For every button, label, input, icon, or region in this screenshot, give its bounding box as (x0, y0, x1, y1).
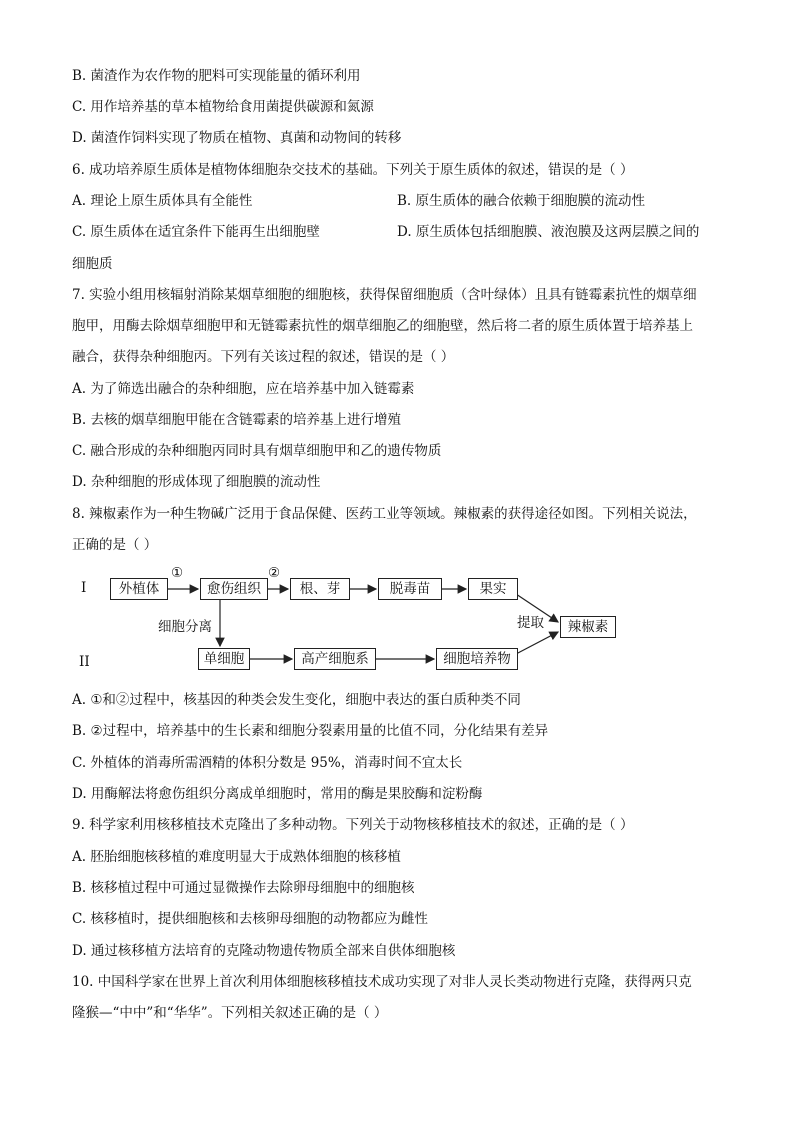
question-6: 6. 成功培养原生质体是植物体细胞杂交技术的基础。下列关于原生质体的叙述，错误的是（ ） (72, 162, 634, 178)
question-10-line2: 隆猴—“中中”和“华华”。下列相关叙述正确的是（ ） (72, 1005, 388, 1021)
option-9c: C. 核移植时，提供细胞核和去核卵母细胞的动物都应为雌性 (72, 911, 428, 927)
box-high-yield-cell-line: 高产细胞系 (294, 648, 376, 670)
option-9b: B. 核移植过程中可通过显微操作去除卵母细胞中的细胞核 (72, 880, 415, 896)
option-5c: C. 用作培养基的草本植物给食用菌提供碳源和氮源 (72, 99, 374, 115)
option-7c: C. 融合形成的杂种细胞丙同时具有烟草细胞甲和乙的遗传物质 (72, 443, 442, 459)
option-7d: D. 杂种细胞的形成体现了细胞膜的流动性 (72, 474, 321, 490)
box-explant: 外植体 (110, 578, 168, 600)
cell-separation-label: 细胞分离 (158, 619, 212, 635)
option-6c: C. 原生质体在适宜条件下能再生出细胞壁 (72, 224, 320, 240)
option-6d-cont: 细胞质 (72, 256, 113, 272)
box-virus-free-seedling: 脱毒苗 (378, 578, 442, 600)
option-7a: A. 为了筛选出融合的杂种细胞，应在培养基中加入链霉素 (72, 381, 415, 397)
option-6d: D. 原生质体包括细胞膜、液泡膜及这两层膜之间的 (397, 224, 700, 240)
option-9d: D. 通过核移植方法培育的克隆动物遗传物质全部来自供体细胞核 (72, 943, 456, 959)
option-7b: B. 去核的烟草细胞甲能在含链霉素的培养基上进行增殖 (72, 412, 402, 428)
option-6a: A. 理论上原生质体具有全能性 (72, 193, 253, 209)
step-2-label: ② (268, 565, 281, 581)
capsaicin-pathway-diagram (72, 560, 722, 680)
option-8a: A. ①和②过程中，核基因的种类会发生变化，细胞中表达的蛋白质种类不同 (72, 692, 521, 708)
box-cell-culture: 细胞培养物 (436, 648, 518, 670)
question-8-line2: 正确的是（ ） (72, 537, 158, 553)
option-8b: B. ②过程中，培养基中的生长素和细胞分裂素用量的比值不同，分化结果有差异 (72, 723, 549, 739)
option-5b: B. 菌渣作为农作物的肥料可实现能量的循环利用 (72, 68, 361, 84)
option-5d: D. 菌渣作饲料实现了物质在植物、真菌和动物间的转移 (72, 130, 402, 146)
box-single-cell: 单细胞 (198, 648, 250, 670)
question-9: 9. 科学家利用核移植技术克隆出了多种动物。下列关于动物核移植技术的叙述，正确的是（ ） (72, 817, 634, 833)
option-8c: C. 外植体的消毒所需酒精的体积分数是 95%，消毒时间不宜太长 (72, 755, 463, 771)
box-callus: 愈伤组织 (200, 578, 268, 600)
question-8-line1: 8. 辣椒素作为一种生物碱广泛用于食品保健、医药工业等领域。辣椒素的获得途径如图。下列相关说法， (72, 506, 697, 522)
option-6b: B. 原生质体的融合依赖于细胞膜的流动性 (397, 193, 646, 209)
extract-label: 提取 (517, 615, 544, 631)
option-9a: A. 胚胎细胞核移植的难度明显大于成熟体细胞的核移植 (72, 849, 401, 865)
route-1-label: I (81, 580, 87, 596)
box-capsaicin: 辣椒素 (560, 616, 616, 638)
question-7-line2: 胞甲，用酶去除烟草细胞甲和无链霉素抗性的烟草细胞乙的细胞壁，然后将二者的原生质体置于培养基上 (72, 318, 693, 334)
step-1-label: ① (171, 565, 184, 581)
box-fruit: 果实 (468, 578, 518, 600)
box-root-bud: 根、芽 (290, 578, 350, 600)
route-2-label: II (79, 654, 90, 670)
option-8d: D. 用酶解法将愈伤组织分离成单细胞时，常用的酶是果胶酶和淀粉酶 (72, 786, 483, 802)
question-7-line1: 7. 实验小组用核辐射消除某烟草细胞的细胞核，获得保留细胞质（含叶绿体）且具有链霉素抗性的烟草细 (72, 287, 697, 303)
question-7-line3: 融合，获得杂种细胞丙。下列有关该过程的叙述，错误的是（ ） (72, 349, 455, 365)
question-10-line1: 10. 中国科学家在世界上首次利用体细胞核移植技术成功实现了对非人灵长类动物进行克隆，获得两只克 (72, 974, 692, 990)
